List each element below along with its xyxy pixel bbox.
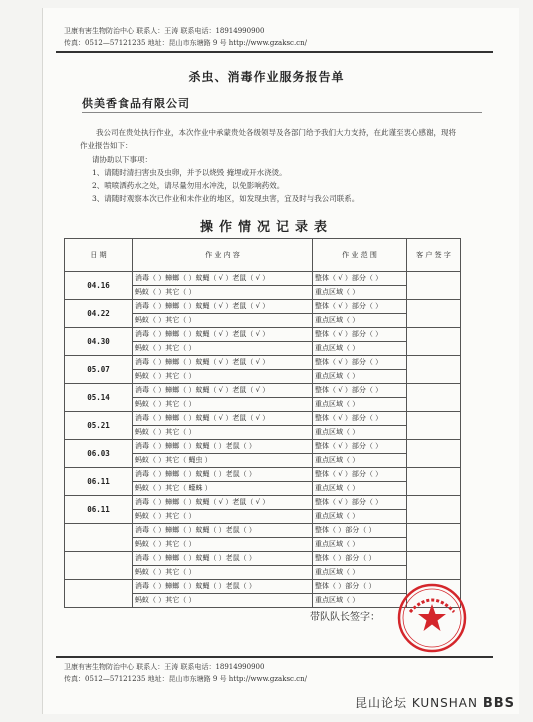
footer-contact: 卫康有害生物防治中心 联系人：王涛 联系电话：18914990900 [64,663,265,671]
row-date [65,552,133,580]
client-name: 供美香食品有限公司 [82,97,190,110]
row-date: 06.11 [65,468,133,496]
row-date: 05.07 [65,356,133,384]
row-content-line1: 消毒（ ）蟑螂（ ）蚊蝇（ √ ）老鼠（ √ ） [133,328,313,342]
row-date: 05.21 [65,412,133,440]
footer-address: 传真：0512—57121235 地址：昆山市东塘路 9 号 http://www.gzaksc.cn/ [64,675,307,683]
row-scope-line1: 整体（ √ ）部分（ ） [313,468,407,482]
row-scope-line1: 整体（ √ ）部分（ ） [313,328,407,342]
row-content-line2: 蚂蚁（ ）其它（ ） [133,370,313,384]
row-client-signature [407,524,461,552]
row-date: 05.14 [65,384,133,412]
row-scope-line1: 整体（ √ ）部分（ ） [313,412,407,426]
row-client-signature [407,384,461,412]
header-scope: 作 业 范 围 [313,239,407,272]
row-scope-line1: 整体（ √ ）部分（ ） [313,356,407,370]
row-content-line2: 蚂蚁（ ）其它（ ） [133,594,313,608]
row-content-line2: 蚂蚁（ ）其它（ 蠓蛛 ） [133,482,313,496]
row-content-line1: 消毒（ ）蟑螂（ ）蚊蝇（ ）老鼠（ ） [133,580,313,594]
notice-heading: 请协助以下事项： [92,155,152,164]
row-client-signature [407,356,461,384]
intro-text: 我公司在贵处执行作业，本次作业中承蒙贵处各级领导及各部门给予我们大力支持，在此谨至衷心感谢，现将作业报告如下： [80,128,456,150]
row-scope-line2: 重点区域（ ） [313,454,407,468]
table-row [65,328,461,342]
row-content-line2: 蚂蚁（ ）其它（ ） [133,426,313,440]
table-row [65,524,461,538]
row-scope-line2: 重点区域（ ） [313,538,407,552]
forum-watermark [355,694,515,711]
table-header-row [65,239,461,272]
notice-item: 1、请随时清扫害虫及虫卵，并予以烧毁 掩埋或开水浇烫。 [92,168,287,177]
table-row [65,272,461,286]
row-date [65,524,133,552]
table-row [65,300,461,314]
row-date: 04.16 [65,272,133,300]
row-content-line1: 消毒（ ）蟑螂（ ）蚊蝇（ ）老鼠（ ） [133,552,313,566]
footer-rule [56,656,493,658]
row-content-line2: 蚂蚁（ ）其它（ ） [133,538,313,552]
row-content-line2: 蚂蚁（ ）其它（ 蝇虫 ） [133,454,313,468]
row-client-signature [407,468,461,496]
row-client-signature [407,272,461,300]
row-content-line1: 消毒（ ）蟑螂（ ）蚊蝇（ √ ）老鼠（ √ ） [133,272,313,286]
table-row [65,356,461,370]
row-content-line1: 消毒（ ）蟑螂（ ）蚊蝇（ ）老鼠（ ） [133,440,313,454]
notice-item: 3、请随时观察本次已作业和未作业的地区，如发现虫害，宜及时与我公司联系。 [92,194,360,203]
table-row [65,384,461,398]
row-client-signature [407,496,461,524]
row-scope-line2: 重点区域（ ） [313,398,407,412]
watermark-bbs: BBS [482,696,515,711]
row-scope-line2: 重点区域（ ） [313,426,407,440]
header-address: 传真：0512—57121235 地址：昆山市东塘路 9 号 http://www.gzaksc.cn/ [64,39,307,47]
row-date: 04.22 [65,300,133,328]
table-row [65,552,461,566]
row-client-signature [407,552,461,580]
row-content-line2: 蚂蚁（ ）其它（ ） [133,286,313,300]
row-scope-line1: 整体（ √ ）部分（ ） [313,272,407,286]
row-client-signature [407,412,461,440]
row-scope-line2: 重点区域（ ） [313,482,407,496]
row-content-line1: 消毒（ ）蟑螂（ ）蚊蝇（ √ ）老鼠（ √ ） [133,384,313,398]
row-scope-line2: 重点区域（ ） [313,510,407,524]
client-underline [82,112,482,113]
row-content-line1: 消毒（ ）蟑螂（ ）蚊蝇（ ）老鼠（ ） [133,468,313,482]
row-scope-line1: 整体（ √ ）部分（ ） [313,496,407,510]
row-scope-line1: 整体（ ）部分（ ） [313,524,407,538]
row-content-line2: 蚂蚁（ ）其它（ ） [133,314,313,328]
row-content-line2: 蚂蚁（ ）其它（ ） [133,398,313,412]
row-scope-line1: 整体（ ）部分（ ） [313,580,407,594]
row-content-line1: 消毒（ ）蟑螂（ ）蚊蝇（ √ ）老鼠（ √ ） [133,496,313,510]
record-table [64,238,461,608]
row-scope-line1: 整体（ √ ）部分（ ） [313,384,407,398]
row-content-line2: 蚂蚁（ ）其它（ ） [133,342,313,356]
row-content-line2: 蚂蚁（ ）其它（ ） [133,566,313,580]
table-row [65,468,461,482]
row-content-line1: 消毒（ ）蟑螂（ ）蚊蝇（ ）老鼠（ ） [133,524,313,538]
table-row [65,496,461,510]
row-client-signature [407,440,461,468]
row-date: 04.30 [65,328,133,356]
row-content-line2: 蚂蚁（ ）其它（ ） [133,510,313,524]
row-date: 06.03 [65,440,133,468]
row-content-line1: 消毒（ ）蟑螂（ ）蚊蝇（ √ ）老鼠（ √ ） [133,412,313,426]
row-scope-line1: 整体（ √ ）部分（ ） [313,440,407,454]
header-sign: 客 户 签 字 [407,239,461,272]
row-client-signature [407,328,461,356]
row-scope-line2: 重点区域（ ） [313,342,407,356]
table-row [65,440,461,454]
header-contact: 卫康有害生物防治中心 联系人：王涛 联系电话：18914990900 [64,27,265,35]
row-content-line1: 消毒（ ）蟑螂（ ）蚊蝇（ √ ）老鼠（ √ ） [133,356,313,370]
table-row [65,412,461,426]
header-content: 作 业 内 容 [133,239,313,272]
row-scope-line2: 重点区域（ ） [313,566,407,580]
captain-signature-label: 带队队长签字： [310,612,380,623]
official-seal [396,582,468,654]
row-content-line1: 消毒（ ）蟑螂（ ）蚊蝇（ √ ）老鼠（ √ ） [133,300,313,314]
header-rule [56,51,493,53]
row-date [65,580,133,608]
row-scope-line1: 整体（ √ ）部分（ ） [313,300,407,314]
row-scope-line2: 重点区域（ ） [313,594,407,608]
row-scope-line2: 重点区域（ ） [313,286,407,300]
row-scope-line1: 整体（ ）部分（ ） [313,552,407,566]
watermark-cn: 昆山论坛 [355,696,408,710]
row-date: 06.11 [65,496,133,524]
watermark-en: KUNSHAN [411,696,478,710]
row-scope-line2: 重点区域（ ） [313,314,407,328]
notice-item: 2、喷喷洒药水之处，请尽量勿用水冲洗，以免影响药效。 [92,181,285,190]
document-title: 杀虫、消毒作业服务报告单 [188,70,345,84]
table-title: 操作情况记录表 [199,220,333,235]
header-date: 日 期 [65,239,133,272]
row-client-signature [407,300,461,328]
row-scope-line2: 重点区域（ ） [313,370,407,384]
